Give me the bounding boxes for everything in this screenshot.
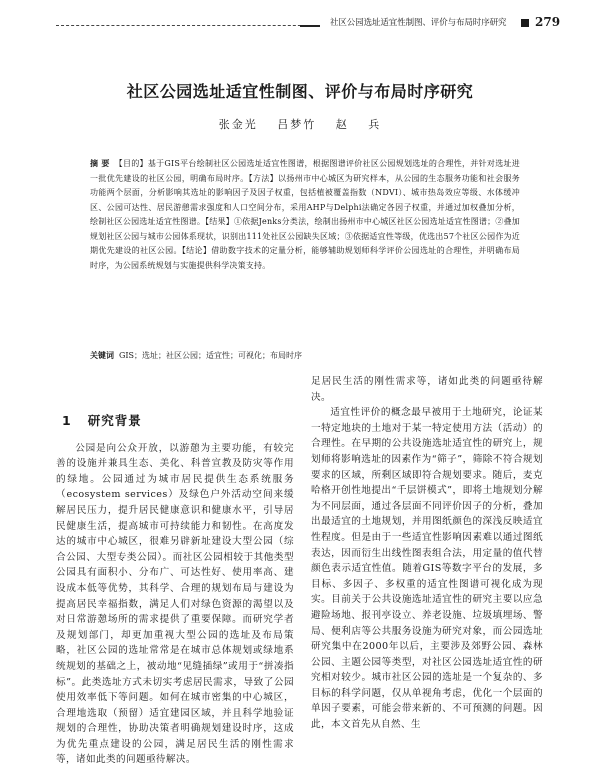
section-number: 1	[62, 413, 72, 428]
header-rule	[56, 25, 316, 26]
article-authors: 张金光 吕梦竹 赵 兵	[218, 118, 382, 131]
abstract-label: 摘 要	[90, 159, 110, 168]
body-paragraph: 公园是向公众开放，以游憩为主要功能，有较完善的设施并兼具生态、美化、科普宣教及防灾等作用的绿地。公园通过为城市居民提供生态系统服务（ecosystem services）及绿色户外活动空间来缓解居民压力，提升居民健康意识和健康水平，引导居民健康生活，提高城市可持续能力和韧性。在高度发达的城市中心城区，很难另辟新址建设大型公园（综合公园、大型专类公园）。而社区公园相较于其他类型公园具有面积小、分布广、可达性好、使用率高、建设成本低等优势，其科学、合理的规划布局与建设为提高居民幸福指数，满足人们对绿色资源的渴望以及对日常游憩场所的需求提供了重要保障。而研究学者及规划部门，却更加重视大型公园的选址及布局策略，社区公园的选址常常是在城市总体规划或绿地系统规划的基础之上，被动地“见缝插绿”或用于“拼凑指标”。此类选址方式未切实考虑居民需求，导致了公园使用效率低下等问题。如何在城市密集的中心城区，合理地选取（预留）适宜建园区域，并且科学地验证规划的合理性，协助决策者明确规划建设时序，这成为优先重点建设的公园，满足居民生活的刚性需求等，诸如此类的问题亟待解决。	[56, 442, 294, 766]
running-head: 社区公园选址适宜性制图、评价与布局时序研究	[330, 18, 507, 28]
keywords-text: GIS；选址；社区公园；适宜性；可视化；布局时序	[119, 351, 303, 360]
article-title: 社区公园选址适宜性制图、评价与布局时序研究	[126, 82, 474, 101]
square-separator-icon	[521, 19, 529, 27]
header-rule-accent	[300, 25, 320, 27]
section-title: 研究背景	[87, 413, 142, 428]
keywords	[90, 349, 520, 362]
body-column-right	[311, 374, 543, 733]
paragraph-continuation: 足居民生活的刚性需求等，诸如此类的问题亟待解决。	[311, 376, 543, 403]
abstract	[90, 157, 520, 273]
body-column-left	[56, 374, 294, 768]
abstract-text: 【目的】基于GIS平台绘制社区公园选址适宜性图谱，根据图谱评价社区公园规划选址的合理性，并针对选址进一批优先建设的社区公园，明确布局时序。【方法】以扬州市中心城区为研究样本，从公园的生态服务功能和社会服务功能两个层面，分析影响其选址的影响因子及因子权重，包括植被覆盖指数（NDVI）、城市热岛效应等级、水体缓冲区、公园可达性、居民游憩需求强度和人口空间分布，采用AHP与Delphi法确定各因子权重，并通过加权叠加分析，绘制社区公园选址适宜性图谱。【结果】①依据Jenks分类法，绘制出扬州市中心城区社区公园选址适宜性图谱；②叠加规划社区公园与城市公园体系现状，识别出111处社区公园缺失区域；③依据适宜性等级，优选出57个社区公园作为近期优先建设的社区公园。【结论】借助数字技术的定量分析，能够辅助规划师科学评价公园选址的合理性，并明确布局时序，为公园系统规划与实施提供科学决策支持。	[90, 159, 521, 270]
keywords-label: 关键词	[90, 351, 114, 360]
page-number: 279	[535, 15, 561, 29]
section-heading	[62, 413, 294, 429]
body-paragraph: 适宜性评价的概念最早被用于土地研究，论证某一特定地块的土地对于某一特定使用方法（活动）的合理性。在早期的公共设施选址适宜性的研究上，规划师将影响选址的因素作为“筛子”，筛除不符合规划要求的区域，所剩区域即符合规划要求。随后，麦克哈格开创性地提出“千层饼模式”，即将土地规划分解为不同层面，通过各层面不同评价因子的分析，叠加出最适宜的土地规划，并用图纸颜色的深浅反映适宜性程度。但是由于一些适宜性影响因素难以通过图纸表达，因而衍生出线性图表组合法，用定量的值代替颜色表示适宜性值。随着GIS等数字平台的发展，多目标、多因子、多权重的适宜性图谱可视化成为现实。目前关于公共设施选址适宜性的研究主要以应急避险场地、报刊亭设立、养老设施、垃圾填埋场、警局、便利店等公共服务设施为研究对象，而公园选址研究集中在2000年以后，主要涉及郊野公园、森林公园、主题公园等类型，对社区公园选址适宜性的研究相对较少。城市社区公园的选址是一个复杂的、多目标的科学问题，仅从单视角考虑，优化一个层面的单因子要素，可能会带来新的、不可预测的问题。因此，本文首先从自然、生	[311, 407, 543, 731]
